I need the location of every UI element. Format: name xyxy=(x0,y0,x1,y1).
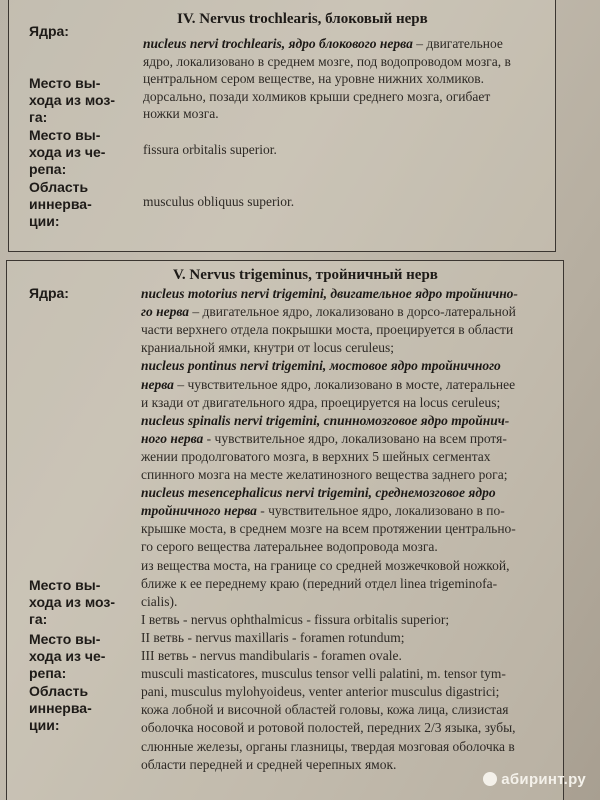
innervation-text: musculus obliquus superior. xyxy=(143,194,295,209)
line-text: из вещества моста, на границе со средней мозжечковой ножкой, xyxy=(141,557,510,573)
label-innervation: Область иннерва- ции: xyxy=(29,683,92,733)
watermark-text: абиринт.ру xyxy=(501,771,586,788)
term-bold-italic: nucleus spinalis nervi trigemini, спинномозговое ядро тройнич- xyxy=(141,412,510,428)
text-line xyxy=(141,303,516,321)
text-line xyxy=(141,719,516,737)
line-text: – двигательное ядро, локализовано в дорсо-латеральной xyxy=(189,304,516,320)
label-nuclei: Ядра: xyxy=(29,23,69,39)
line-text: крышке моста, в среднем мозге на всем протяжении центрально- xyxy=(141,521,516,537)
label-innervation: Область иннерва- ции: xyxy=(29,179,92,229)
line-text: слюнные железы, органы глазницы, твердая мозговая оболочка в xyxy=(141,738,515,754)
text-line xyxy=(141,647,402,665)
line-text: - чувствительное ядро, локализовано на всем протя- xyxy=(203,430,507,446)
text-line xyxy=(141,484,496,502)
line-text: жении продолговатого мозга, в верхних 5 шейных сегментах xyxy=(141,448,491,464)
text-line xyxy=(141,611,449,629)
line-text: musculi masticatores, musculus tensor velli palatini, m. tensor tym- xyxy=(141,666,506,682)
text-line xyxy=(143,53,511,71)
term-bold-italic: тройничного нерва xyxy=(141,503,257,519)
line-text: - чувствительное ядро, локализовано в по- xyxy=(256,503,505,519)
term-bold-italic: nucleus pontinus nervi trigemini, мостовое ядро тройничного xyxy=(141,358,501,374)
line-text: го серого вещества латеральнее водопровода мозга. xyxy=(141,539,438,555)
text-line xyxy=(141,339,394,357)
text-line xyxy=(143,35,503,53)
line-text: части верхнего отдела покрышки моста, проецируется в области xyxy=(141,322,514,338)
label-skull-exit: Место вы- хода из че- репа: xyxy=(29,631,106,681)
text-line xyxy=(141,448,491,466)
label-nuclei: Ядра: xyxy=(29,285,69,301)
text-line xyxy=(141,738,515,756)
line-text: ближе к ее переднему краю (передний отдел linea trigeminofa- xyxy=(141,575,498,591)
text-line xyxy=(143,70,484,88)
skull-exit-text: fissura orbitalis superior. xyxy=(143,142,277,157)
text-line xyxy=(141,502,505,520)
section-title: V. Nervus trigeminus, тройничный нерв xyxy=(173,267,438,283)
text-line xyxy=(141,394,500,412)
line-text: оболочка носовой и ротовой полостей, передних 2/3 языка, зубы, xyxy=(141,720,516,736)
line-text: pani, musculus mylohyoideus, venter anterior musculus digastrici; xyxy=(141,684,500,700)
text-line xyxy=(141,466,507,484)
line-text: кожа лобной и височной областей головы, кожа лица, слизистая xyxy=(141,702,509,718)
line-text: – двигательное xyxy=(412,36,503,51)
line-text: краниальной ямки, кнутри от locus ceruleus; xyxy=(141,340,395,356)
line-text: II ветвь - nervus maxillaris - foramen rotundum; xyxy=(141,629,405,645)
line-text: центральном сером веществе, на уровне нижних холмиков. xyxy=(143,71,484,86)
term-bold-italic: ного нерва xyxy=(141,430,204,446)
text-line xyxy=(141,430,507,448)
text-line xyxy=(141,701,509,719)
term-bold-italic: нерва xyxy=(141,376,174,392)
text-line xyxy=(141,683,499,701)
label-brain-exit: Место вы- хода из моз- га: xyxy=(29,577,115,627)
line-text: дорсально, позади холмиков крыши среднего мозга, огибает xyxy=(143,88,491,104)
line-text: спинного мозга на месте желатинозного вещества заднего рога; xyxy=(141,467,508,482)
line-text: I ветвь - nervus ophthalmicus - fissura orbitalis superior; xyxy=(141,611,450,627)
line-text: – чувствительное ядро, локализовано в мосте, латеральнее xyxy=(173,376,516,392)
term-bold-italic: nucleus mesencephalicus nervi trigemini, среднемозговое ядро xyxy=(141,485,496,501)
section-nervus-trochlearis xyxy=(8,0,556,252)
text-line xyxy=(143,88,490,106)
watermark xyxy=(483,771,586,788)
text-line xyxy=(141,629,405,647)
line-text: ножки мозга. xyxy=(143,106,219,121)
section-nervus-trigeminus xyxy=(6,260,564,800)
text-line xyxy=(141,412,509,430)
text-line xyxy=(141,321,513,339)
text-line xyxy=(141,557,510,575)
labirint-logo-icon xyxy=(483,772,497,786)
text-line xyxy=(141,376,515,394)
text-line xyxy=(141,575,497,593)
label-skull-exit: Место вы- хода из че- репа: xyxy=(29,127,106,177)
section-title: IV. Nervus trochlearis, блоковый нерв xyxy=(177,11,428,27)
line-text: cialis). xyxy=(141,593,178,609)
text-line xyxy=(141,756,396,774)
text-line xyxy=(141,357,501,375)
text-line xyxy=(141,665,506,683)
line-text: и кзади от двигательного ядра, проецируется на locus ceruleus; xyxy=(141,394,501,410)
term-bold-italic: nucleus motorius nervi trigemini, двигательное ядро тройнично- xyxy=(141,286,518,301)
text-line xyxy=(141,538,438,556)
label-brain-exit: Место вы- хода из моз- га: xyxy=(29,75,115,125)
line-text: области передней и средней черепных ямок. xyxy=(141,756,397,772)
line-text: ядро, локализовано в среднем мозге, под водопроводом мозга, в xyxy=(143,53,511,69)
text-line xyxy=(143,105,219,123)
line-text: III ветвь - nervus mandibularis - foramen ovale. xyxy=(141,648,402,663)
term-bold-italic: nucleus nervi trochlearis, ядро блокового нерва xyxy=(143,36,413,51)
text-line xyxy=(141,593,177,611)
text-line xyxy=(141,285,518,303)
term-bold-italic: го нерва xyxy=(141,304,190,320)
text-line xyxy=(141,520,516,538)
